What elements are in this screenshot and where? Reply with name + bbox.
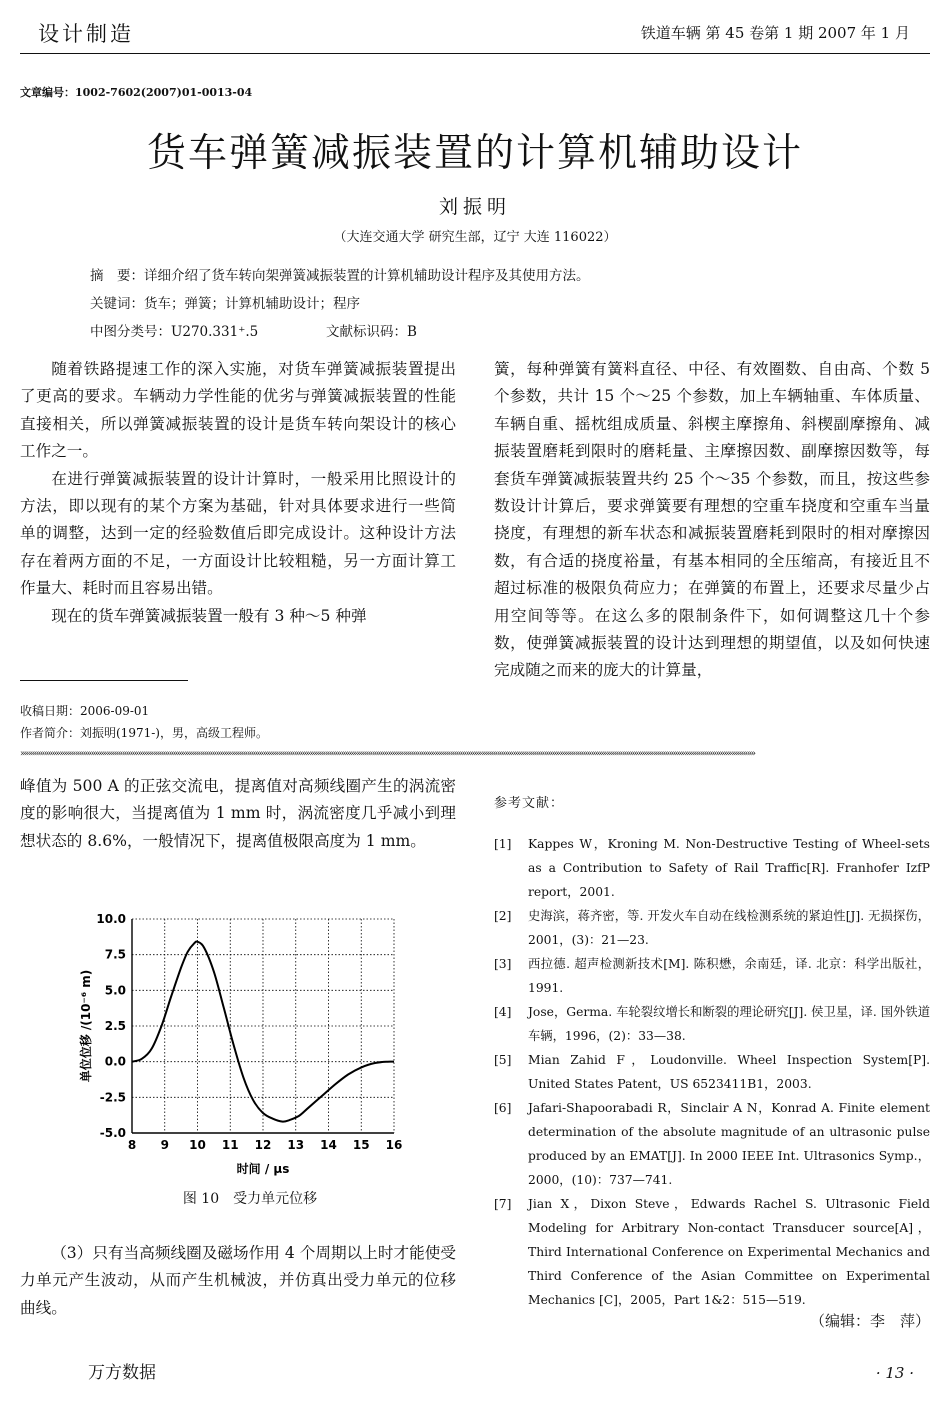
x-tick-label: 10 (189, 1138, 206, 1152)
reference-number: [1] (494, 837, 512, 851)
received-date: 收稿日期：2006-09-01 (20, 704, 150, 718)
chart-ticks (96, 912, 402, 1152)
y-tick-label: 2.5 (104, 1019, 126, 1033)
document-code: 文献标识码：B (326, 324, 417, 340)
body-left-column (20, 356, 456, 630)
keywords: 关键词：货车；弹簧；计算机辅助设计；程序 (90, 296, 360, 312)
classification: 中图分类号：U270.331⁺.5 (90, 324, 259, 340)
reference-number: [3] (494, 957, 512, 971)
reference-text: Jafari-Shapoorabadi R，Sinclair A N，Konrad A. Finite element determination of the absolute magnitude of an ultrasonic pulse produced by an EMAT[J]. In 2000 IEEE Int. Ultrasonics Symp.，2000，(10)：737—741. (528, 1101, 930, 1187)
author-bio: 作者简介：刘振明(1971-)，男，高级工程师。 (20, 726, 268, 740)
reference-text: Jian X，Dixon Steve，Edwards Rachel S. Ultrasonic Field Modeling for Arbitrary Non-contact Transducer source[A]，Third International Conference on Experimental Mechanics and Third Conference of the Asian Committee on Experimental Mechanics [C]，2005，Part 1&2：515—519. (528, 1197, 930, 1307)
reference-text: Jose，Germa. 车轮裂纹增长和断裂的理论研究[J]. 侯卫星，译. 国外铁道车辆，1996，(2)：33—38. (528, 1005, 930, 1043)
body-paragraph: 峰值为 500 A 的正弦交流电，提离值对高频线圈产生的涡流密度的影响很大，当提离值为 1 mm 时，涡流密度几乎减小到理想状态的 8.6%，一般情况下，提离值极限高度为 1 mm。 (20, 777, 456, 850)
article-title: 货车弹簧减振装置的计算机辅助设计 (146, 131, 803, 176)
reference-item (494, 1096, 930, 1192)
reference-number: [2] (494, 909, 512, 923)
reference-item (494, 1000, 930, 1048)
reference-item (494, 832, 930, 904)
body-paragraph: 现在的货车弹簧减振装置一般有 3 种～5 种弹 (51, 606, 367, 625)
body-paragraph: 簧，每种弹簧有簧料直径、中径、有效圈数、自由高、个数 5 个参数，共计 15 个～25 个参数，加上车辆轴重、车体质量、车辆自重、摇枕组成质量、斜楔主摩擦角、斜楔副摩擦角、减振装置磨耗到限时的磨耗量、主摩擦因数、副摩擦因数等，每套货车弹簧减振装置共约 25 个～35 个参数，而且，按这些参数设计计算后，要求弹簧要有理想的空重车挠度和空重车当量挠度，有理想的新车状态和减振装置磨耗到限时的相对摩擦因数，有合适的挠度裕量，有基本相同的全压缩高，有接近且不超过标准的极限负荷应力；在弹簧的布置上，还要求尽量少占用空间等等。在这么多的限制条件下，如何调整这几十个参数，使弹簧减振装置的设计达到理想的期望值，以及如何快速完成随之而来的庞大的计算量， (494, 360, 930, 680)
header-rule (20, 53, 930, 54)
wanfang-watermark: 万方数据 (88, 1363, 156, 1383)
x-tick-label: 13 (287, 1138, 305, 1152)
y-axis-label: 单位位移 /(10⁻⁶ m) (79, 969, 93, 1083)
reference-number: [7] (494, 1197, 512, 1211)
x-axis-label: 时间 / μs (236, 1162, 290, 1176)
editor-note: （编辑：李 萍） (809, 1312, 930, 1330)
body-right-column (494, 356, 930, 685)
x-tick-label: 12 (254, 1138, 272, 1152)
section-label: 设计制造 (38, 22, 134, 46)
article-separator: »»»»»»»»»»»»»»»»»»»»»»»»»»»»»»»»»»»»»»»»»»»»»»»»»»»»»»»»»»»»»»»»»»»»»»»»»»»»»»»»»»»»»»»»»»»»»»»»»»»»»»»»»»»»»»»»»»»»»»»»»»»»»»»»»»»»»»»»»»»»»»»»»»»»»»»»»»»»»»»»»»»»»»»»»»»»»»»»»»»»»»»»»»»» (20, 749, 755, 759)
x-tick-label: 15 (352, 1138, 370, 1152)
body-paragraph: （3）只有当高频线圈及磁场作用 4 个周期以上时才能使受力单元产生波动，从而产生机械波，并仿真出受力单元的位移曲线。 (20, 1244, 456, 1317)
x-tick-label: 8 (127, 1138, 137, 1152)
reference-text: Kappes W，Kroning M. Non-Destructive Testing of Wheel-sets as a Contribution to Safety of Rail Traffic[R]. Franhofer IzfP report，2001. (528, 837, 930, 899)
journal-info: 铁道车辆 第 45 卷第 1 期 2007 年 1 月 (640, 24, 910, 42)
y-tick-label: -5.0 (99, 1126, 126, 1140)
body-paragraph: 在进行弹簧减振装置的设计计算时，一般采用比照设计的方法，即以现有的某个方案为基础，针对具体要求进行一些简单的调整，达到一定的经验数值后即完成设计。这种设计方法存在着两方面的不足，一方面设计比较粗糙，另一方面计算工作量大、耗时而且容易出错。 (20, 469, 456, 598)
other-article-bottom (20, 1240, 456, 1322)
reference-text: 西拉德. 超声检测新技术[M]. 陈积懋，余南廷，译. 北京：科学出版社，1991. (528, 957, 930, 995)
abstract: 摘 要：详细介绍了货车转向架弹簧减振装置的计算机辅助设计程序及其使用方法。 (90, 268, 590, 284)
reference-item (494, 952, 930, 1000)
reference-number: [4] (494, 1005, 512, 1019)
author-name: 刘振明 (438, 196, 511, 218)
x-tick-label: 9 (160, 1138, 169, 1152)
y-tick-label: 7.5 (104, 947, 126, 962)
reference-number: [5] (494, 1053, 512, 1067)
y-tick-label: 0.0 (104, 1054, 126, 1069)
chart-grid (132, 919, 394, 1133)
page-number: · 13 · (875, 1364, 914, 1382)
reference-number: [6] (494, 1101, 512, 1115)
reference-item (494, 1048, 930, 1096)
article-number: 文章编号：1002-7602(2007)01-0013-04 (20, 86, 253, 99)
displacement-chart (60, 905, 410, 1180)
y-tick-label: -2.5 (99, 1090, 126, 1105)
x-tick-label: 16 (385, 1138, 403, 1152)
body-paragraph: 随着铁路提速工作的深入实施，对货车弹簧减振装置提出了更高的要求。车辆动力学性能的优劣与弹簧减振装置的性能直接相关，所以弹簧减振装置的设计是货车转向架设计的核心工作之一。 (20, 360, 456, 461)
y-tick-label: 10.0 (96, 912, 126, 926)
references-heading: 参考文献： (494, 796, 565, 811)
reference-text: 史海滨，蒋齐密，等. 开发火车自动在线检测系统的紧迫性[J]. 无损探伤，2001，(3)：21—23. (528, 909, 930, 947)
x-tick-label: 14 (320, 1138, 337, 1152)
reference-item (494, 1192, 930, 1312)
x-tick-label: 11 (221, 1138, 239, 1152)
reference-item (494, 904, 930, 952)
footnote-rule (20, 680, 188, 681)
other-article-top (20, 773, 456, 855)
figure-caption: 图 10 受力单元位移 (182, 1191, 318, 1207)
affiliation: （大连交通大学 研究生部，辽宁 大连 116022） (333, 230, 617, 245)
y-tick-label: 5.0 (104, 983, 126, 998)
reference-text: Mian Zahid F，Loudonville. Wheel Inspection System[P]. United States Patent，US 6523411B1，2003. (528, 1053, 930, 1091)
